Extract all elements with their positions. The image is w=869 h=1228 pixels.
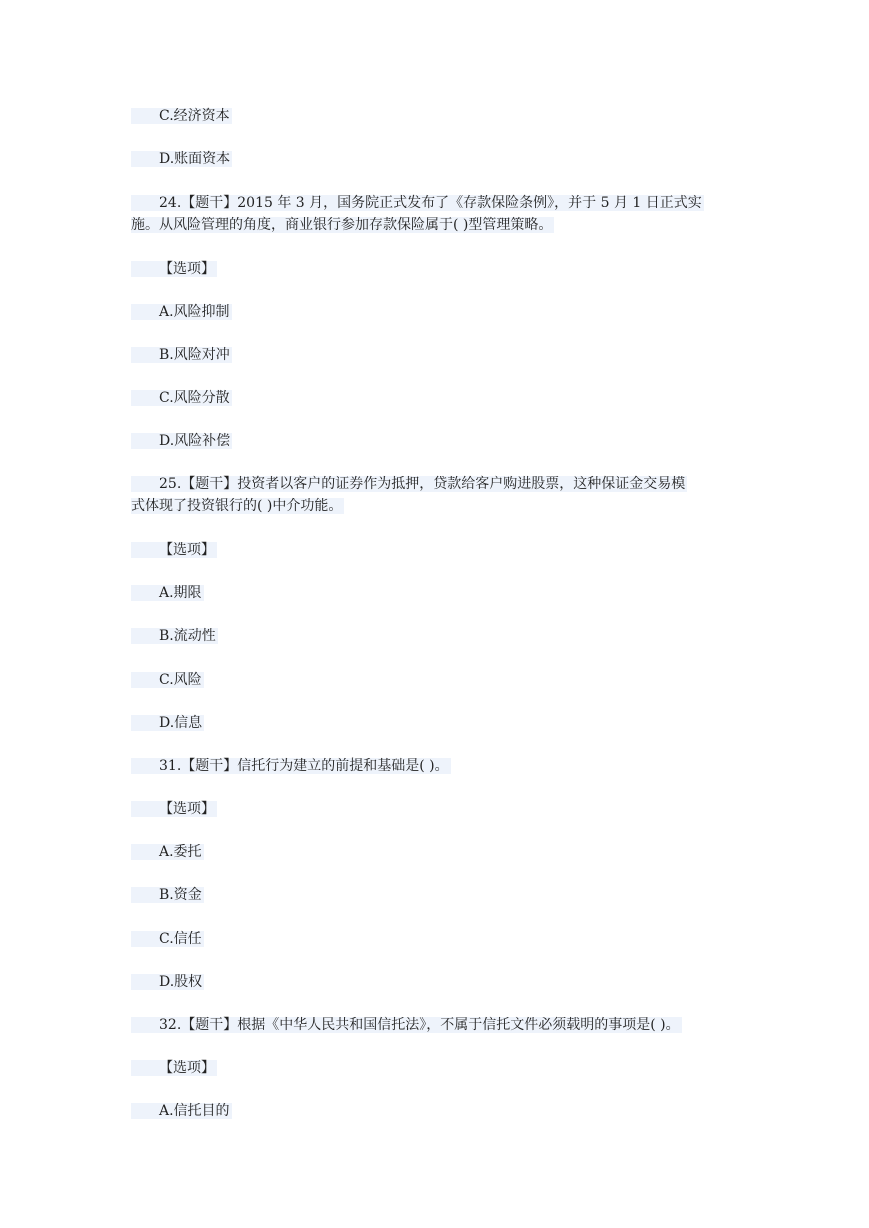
option-line (131, 712, 204, 734)
options-label-text: 【选项】 (159, 1060, 215, 1076)
option-line (131, 582, 204, 604)
option-text: B.资金 (131, 887, 204, 903)
option-text: B.流动性 (131, 628, 218, 644)
options-label-text: 【选项】 (159, 801, 215, 817)
option-text: A.期限 (131, 585, 204, 601)
option-line (131, 430, 232, 452)
option-text: A.信托目的 (131, 1103, 232, 1119)
question-text: 31.【题干】信托行为建立的前提和基础是( )。 (131, 758, 451, 774)
option-text: B.风险对冲 (131, 347, 232, 363)
option-text: A.风险抑制 (131, 304, 232, 320)
option-line (131, 928, 204, 950)
option-line (131, 105, 232, 127)
option-line (131, 344, 232, 366)
options-label (131, 798, 217, 820)
question-line (131, 473, 687, 495)
option-line (131, 625, 218, 647)
option-text: C.信任 (131, 931, 204, 947)
option-text: A.委托 (131, 844, 204, 860)
option-line (131, 387, 232, 409)
option-text: D.账面资本 (131, 151, 232, 167)
options-label (131, 539, 217, 561)
options-label (131, 258, 217, 280)
options-label-text: 【选项】 (159, 261, 215, 277)
option-text: D.风险补偿 (131, 433, 232, 449)
option-line (131, 669, 204, 691)
question-line (131, 1014, 682, 1036)
options-label (131, 1057, 217, 1079)
question-line (131, 495, 344, 517)
option-text: C.风险分散 (131, 390, 232, 406)
question-text: 施。从风险管理的角度，商业银行参加存款保险属于( )型管理策略。 (131, 217, 553, 233)
question-line (131, 192, 704, 214)
question-text: 式体现了投资银行的( )中介功能。 (131, 498, 343, 514)
option-line (131, 148, 232, 170)
option-line (131, 1100, 232, 1122)
option-line (131, 841, 204, 863)
question-text: 25.【题干】投资者以客户的证券作为抵押，贷款给客户购进股票，这种保证金交易模 (131, 476, 687, 492)
option-text: D.信息 (131, 715, 204, 731)
option-line (131, 884, 204, 906)
option-text: C.经济资本 (131, 108, 232, 124)
question-text: 24.【题干】2015 年 3 月，国务院正式发布了《存款保险条例》，并于 5 月 1 日正式实 (131, 195, 704, 211)
question-line (131, 755, 451, 777)
question-line (131, 214, 554, 236)
option-text: D.股权 (131, 974, 204, 990)
option-text: C.风险 (131, 672, 204, 688)
option-line (131, 301, 232, 323)
question-text: 32.【题干】根据《中华人民共和国信托法》，不属于信托文件必须载明的事项是( )。 (131, 1017, 682, 1033)
options-label-text: 【选项】 (159, 542, 215, 558)
option-line (131, 971, 204, 993)
